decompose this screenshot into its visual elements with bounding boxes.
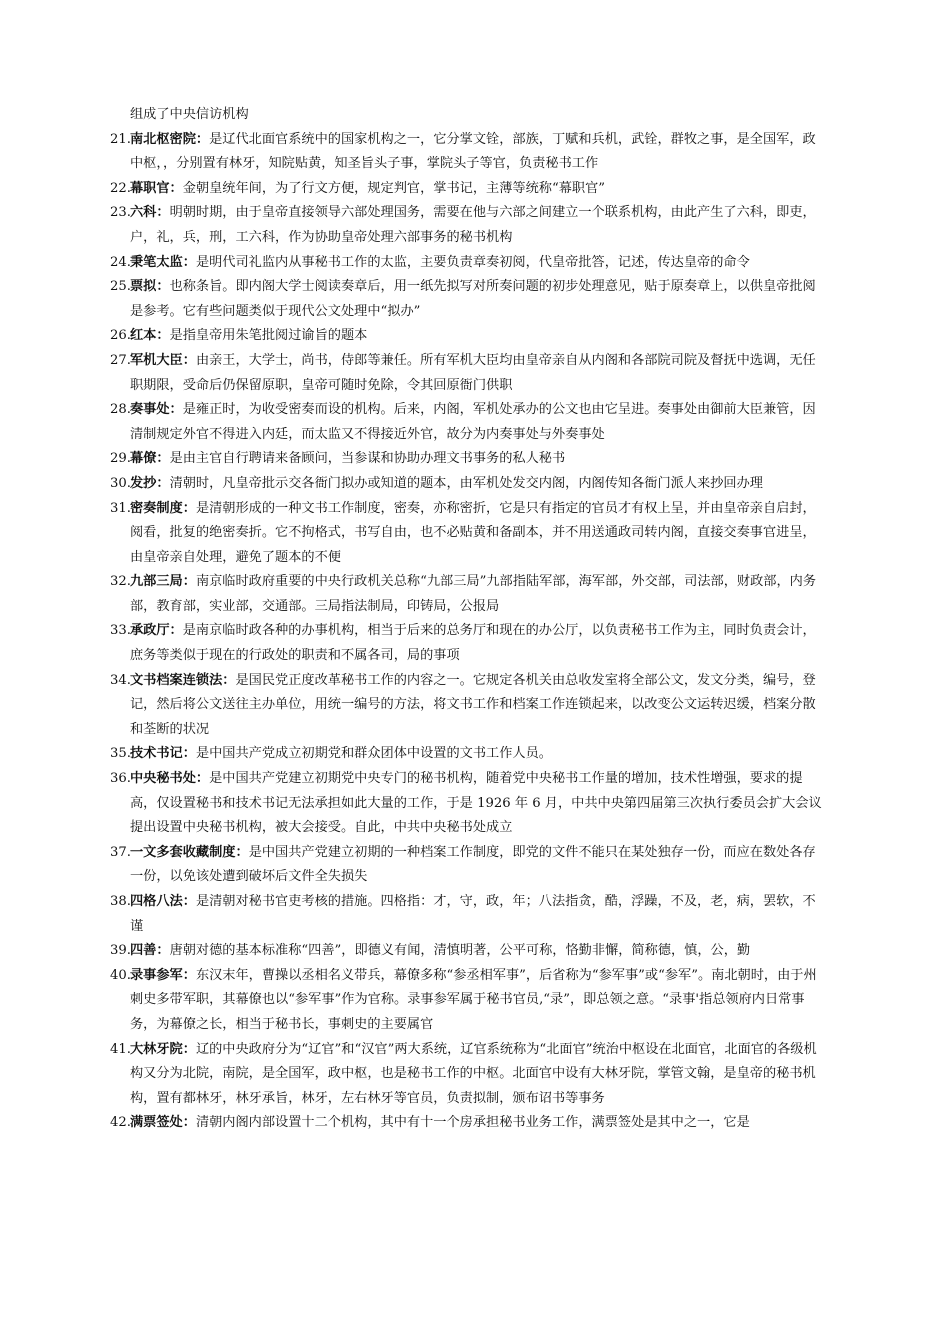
glossary-entry bbox=[110, 201, 824, 250]
entry-body bbox=[130, 939, 824, 964]
entry-term: 九部三局： bbox=[130, 574, 196, 590]
glossary-entry bbox=[110, 324, 824, 349]
glossary-entry bbox=[110, 570, 824, 619]
entry-definition: 金朝皇统年间，为了行文方便，规定判官，掌书记，主薄等统称“幕职官” bbox=[182, 180, 606, 196]
entry-definition: 是清朝对秘书官吏考核的措施。四格指：才，守，政，年；八法指贪，酷，浮躁，不及，老，病，罢软，不谨 bbox=[130, 894, 816, 934]
entry-definition: 清朝内阁内部设置十二个机构，其中有十一个房承担秘书业务工作，满票签处是其中之一，它是 bbox=[195, 1115, 750, 1131]
entry-definition: 是辽代北面官系统中的国家机构之一，它分掌文铨，部族，丁赋和兵机，武铨，群牧之事，是全国军，政中枢，，分别置有林牙，知院贴黄，知圣旨头子事，掌院头子等官，负责秘书工作 bbox=[130, 131, 816, 172]
glossary-entry bbox=[110, 767, 824, 841]
entry-number: 25. bbox=[110, 279, 131, 295]
entry-body bbox=[130, 398, 824, 447]
entry-term: 密奏制度： bbox=[130, 500, 196, 516]
glossary-entry bbox=[110, 1111, 824, 1136]
entry-body bbox=[130, 890, 824, 939]
entry-definition: 是指皇帝用朱笔批阅过谕旨的题本 bbox=[169, 328, 368, 344]
entry-body bbox=[130, 742, 824, 767]
entry-definition: 辽的中央政府分为“辽官”和“汉官”两大系统，辽官系统称为“北面官”统治中枢设在北面官，北面官的各级机构又分为北院，南院，是全国军，政中枢，也是秘书工作的中枢。北面官中设有大林牙院，掌管文翰，是皇帝的秘书机构，置有都林牙，林牙承旨，林牙，左右林牙等官员，负责拟制，颁布诏书等事务 bbox=[130, 1041, 817, 1106]
entry-body bbox=[130, 964, 824, 1038]
entry-definition: 是国民党正度改革秘书工作的内容之一。它规定各机关由总收发室将全部公文，发文分类，编号，登记，然后将公文送往主办单位，用统一编号的方法，将文书工作和档案工作连锁起来，以改变公文运转迟缓，档案分散和荃断的状况 bbox=[130, 672, 816, 737]
entry-definition: 是中国共产党成立初期党和群众团体中设置的文书工作人员。 bbox=[195, 746, 552, 762]
entry-number: 31. bbox=[110, 500, 131, 516]
entry-definition: 是中国共产党建立初期的一种档案工作制度，即党的文件不能只在某处独存一份，而应在数处各存一份，以免该处遭到破坏后文件全失损失 bbox=[130, 844, 816, 885]
entry-term: 四善： bbox=[130, 943, 170, 959]
entry-number: 32. bbox=[110, 574, 131, 590]
entry-number: 24. bbox=[110, 254, 131, 270]
entry-definition: 唐朝对德的基本标准称“四善”，即德义有闻，清慎明著，公平可称，恪勤非懈，简称德，慎，公，勤 bbox=[169, 943, 751, 959]
entry-definition: 是由主官自行聘请来备顾问，当参谋和协助办理文书事务的私人秘书 bbox=[169, 451, 566, 467]
entry-term: 秉笔太监： bbox=[130, 254, 196, 270]
entry-term: 红本： bbox=[130, 328, 170, 344]
entry-definition: 明朝时期，由于皇帝直接领导六部处理国务，需要在他与六部之间建立一个联系机构，由此产生了六科，即吏，户，礼，兵，刑，工六科，作为协助皇帝处理六部事务的秘书机构 bbox=[130, 205, 816, 245]
entry-number: 30. bbox=[110, 475, 131, 491]
glossary-entry bbox=[110, 472, 824, 497]
glossary-entry bbox=[110, 1038, 824, 1112]
glossary-entry bbox=[110, 939, 824, 964]
entry-body bbox=[130, 349, 824, 398]
entry-body bbox=[130, 177, 824, 202]
entry-definition: 是雍正时，为收受密奏而设的机构。后来，内阁，军机处承办的公文也由它呈进。奏事处由御前大臣兼管，因清制规定外官不得进入内廷，而太监又不得接近外官，故分为内奏事处与外奏事处 bbox=[130, 402, 816, 442]
entry-body bbox=[130, 669, 824, 743]
entry-body bbox=[130, 570, 824, 619]
glossary-entry bbox=[110, 251, 824, 276]
entry-number: 35. bbox=[110, 746, 131, 762]
entry-body bbox=[130, 128, 824, 177]
entry-body bbox=[130, 1111, 824, 1136]
entry-term: 发抄： bbox=[130, 475, 170, 491]
entry-definition: 是明代司礼监内从事秘书工作的太监，主要负责章奏初阅，代皇帝批答，记述，传达皇帝的命令 bbox=[195, 254, 750, 270]
entry-term: 满票签处： bbox=[130, 1115, 196, 1131]
entry-number: 36. bbox=[110, 771, 131, 787]
entry-definition: 南京临时政府重要的中央行政机关总称“九部三局”九部指陆军部，海军部，外交部，司法部，财政部，内务部，教育部，实业部，交通部。三局指法制局，印铸局，公报局 bbox=[130, 574, 817, 614]
entry-body bbox=[130, 201, 824, 250]
glossary-entry bbox=[110, 349, 824, 398]
glossary-entry bbox=[110, 669, 824, 743]
entry-definition: 由亲王，大学士，尚书，侍郎等兼任。所有军机大臣均由皇帝亲自从内阁和各部院司院及督抚中选调，无任职期限，受命后仍保留原职，皇帝可随时免除，令其回原衙门供职 bbox=[130, 352, 816, 393]
entry-term: 幕僚： bbox=[130, 451, 170, 467]
glossary-entry bbox=[110, 619, 824, 668]
entry-term: 技术书记： bbox=[130, 746, 196, 762]
entry-body bbox=[130, 619, 824, 668]
entry-term: 承政厅： bbox=[130, 623, 183, 639]
entry-number: 38. bbox=[110, 894, 131, 909]
glossary-entry bbox=[110, 964, 824, 1038]
entry-term: 南北枢密院： bbox=[130, 131, 210, 147]
entry-body bbox=[130, 251, 824, 276]
entry-definition: 是清朝形成的一种文书工作制度，密奏，亦称密折，它是只有指定的官员才有权上呈，并由皇帝亲自启封，阅看，批复的绝密奏折。它不拘格式，书写自由，也不必贴黄和备副本，并不用送通政司转内阁，直接交奏事官进呈，由皇帝亲自处理，避免了题本的不便 bbox=[130, 500, 816, 565]
glossary-entry bbox=[110, 841, 824, 890]
entry-body bbox=[130, 497, 824, 571]
entry-term: 大林牙院： bbox=[130, 1041, 196, 1057]
glossary-entry bbox=[110, 128, 824, 177]
entry-number: 23. bbox=[110, 205, 131, 221]
entry-body bbox=[130, 447, 824, 472]
entry-term: 录事参军： bbox=[130, 967, 196, 983]
entry-term: 军机大臣： bbox=[130, 352, 196, 368]
glossary-entry bbox=[110, 398, 824, 447]
entry-body bbox=[130, 275, 824, 324]
entry-definition: 也称条旨。即内阁大学士阅读奏章后，用一纸先拟写对所奏问题的初步处理意见，贴于原奏章上，以供皇帝批阅是参考。它有些问题类似于现代公文处理中“拟办” bbox=[130, 279, 816, 319]
glossary-entry bbox=[110, 890, 824, 939]
entry-number: 33. bbox=[110, 623, 131, 639]
entry-number: 34. bbox=[110, 672, 131, 688]
entry-body bbox=[130, 841, 824, 890]
glossary-entry bbox=[110, 447, 824, 472]
glossary-entry bbox=[110, 177, 824, 202]
entry-term: 奏事处： bbox=[130, 402, 183, 418]
entry-definition: 是南京临时政各种的办事机构，相当于后来的总务厅和现在的办公厅，以负责秘书工作为主，同时负责会计，庶务等类似于现在的行政处的职责和不属各司，局的事项 bbox=[130, 623, 816, 664]
entry-number: 39. bbox=[110, 943, 131, 959]
entry-number: 21. bbox=[110, 131, 131, 147]
entry-definition: 东汉末年，曹操以丞相名义带兵，幕僚多称“参丞相军事”，后省称为“参军事”或“参军”。南北朝时，由于州刺史多带军职，其幕僚也以“参军事”作为官称。录事参军属于秘书官员,“录”，即总领之意。“录事'指总领府内日常事务，为幕僚之长，相当于秘书长，事刺史的主要属官 bbox=[130, 967, 817, 1032]
entry-term: 六科： bbox=[130, 205, 170, 221]
entry-definition: 是中国共产党建立初期党中央专门的秘书机构，随着党中央秘书工作量的增加，技术性增强，要求的提高，仅设置秘书和技术书记无法承担如此大量的工作，于是 1926 年 6 月，中共中央第四届第三次执行委员会扩大会议提出设置中央秘书机构，被大会接受。自此，中共中央秘书处成立 bbox=[130, 771, 822, 836]
entry-number: 37. bbox=[110, 844, 131, 860]
entry-term: 四格八法： bbox=[130, 894, 196, 909]
entry-number: 29. bbox=[110, 451, 131, 467]
entry-body bbox=[130, 767, 824, 841]
glossary-entry bbox=[110, 742, 824, 767]
entry-number: 26. bbox=[110, 328, 131, 344]
glossary-entry bbox=[110, 497, 824, 571]
entry-term: 票拟： bbox=[130, 279, 170, 295]
entry-body bbox=[130, 472, 824, 497]
entry-number: 40. bbox=[110, 967, 131, 983]
glossary-list bbox=[110, 103, 824, 1136]
entry-term: 幕职官： bbox=[130, 180, 183, 196]
entry-number: 41. bbox=[110, 1041, 131, 1057]
entry-term: 一文多套收藏制度： bbox=[130, 844, 249, 860]
entry-number: 28. bbox=[110, 402, 131, 418]
entry-number: 42. bbox=[110, 1115, 131, 1131]
continuation-text: 组成了中央信访机构 bbox=[130, 107, 249, 122]
entry-definition: 清朝时，凡皇帝批示交各衙门拟办或知道的题本，由军机处发交内阁，内阁传知各衙门派人来抄回办理 bbox=[169, 475, 763, 491]
glossary-entry bbox=[110, 275, 824, 324]
entry-number: 22. bbox=[110, 180, 131, 196]
entry-body bbox=[130, 1038, 824, 1112]
entry-term: 文书档案连锁法： bbox=[130, 672, 236, 688]
entry-body bbox=[130, 324, 824, 349]
entry-term: 中央秘书处： bbox=[130, 771, 210, 787]
entry-number: 27. bbox=[110, 352, 131, 368]
